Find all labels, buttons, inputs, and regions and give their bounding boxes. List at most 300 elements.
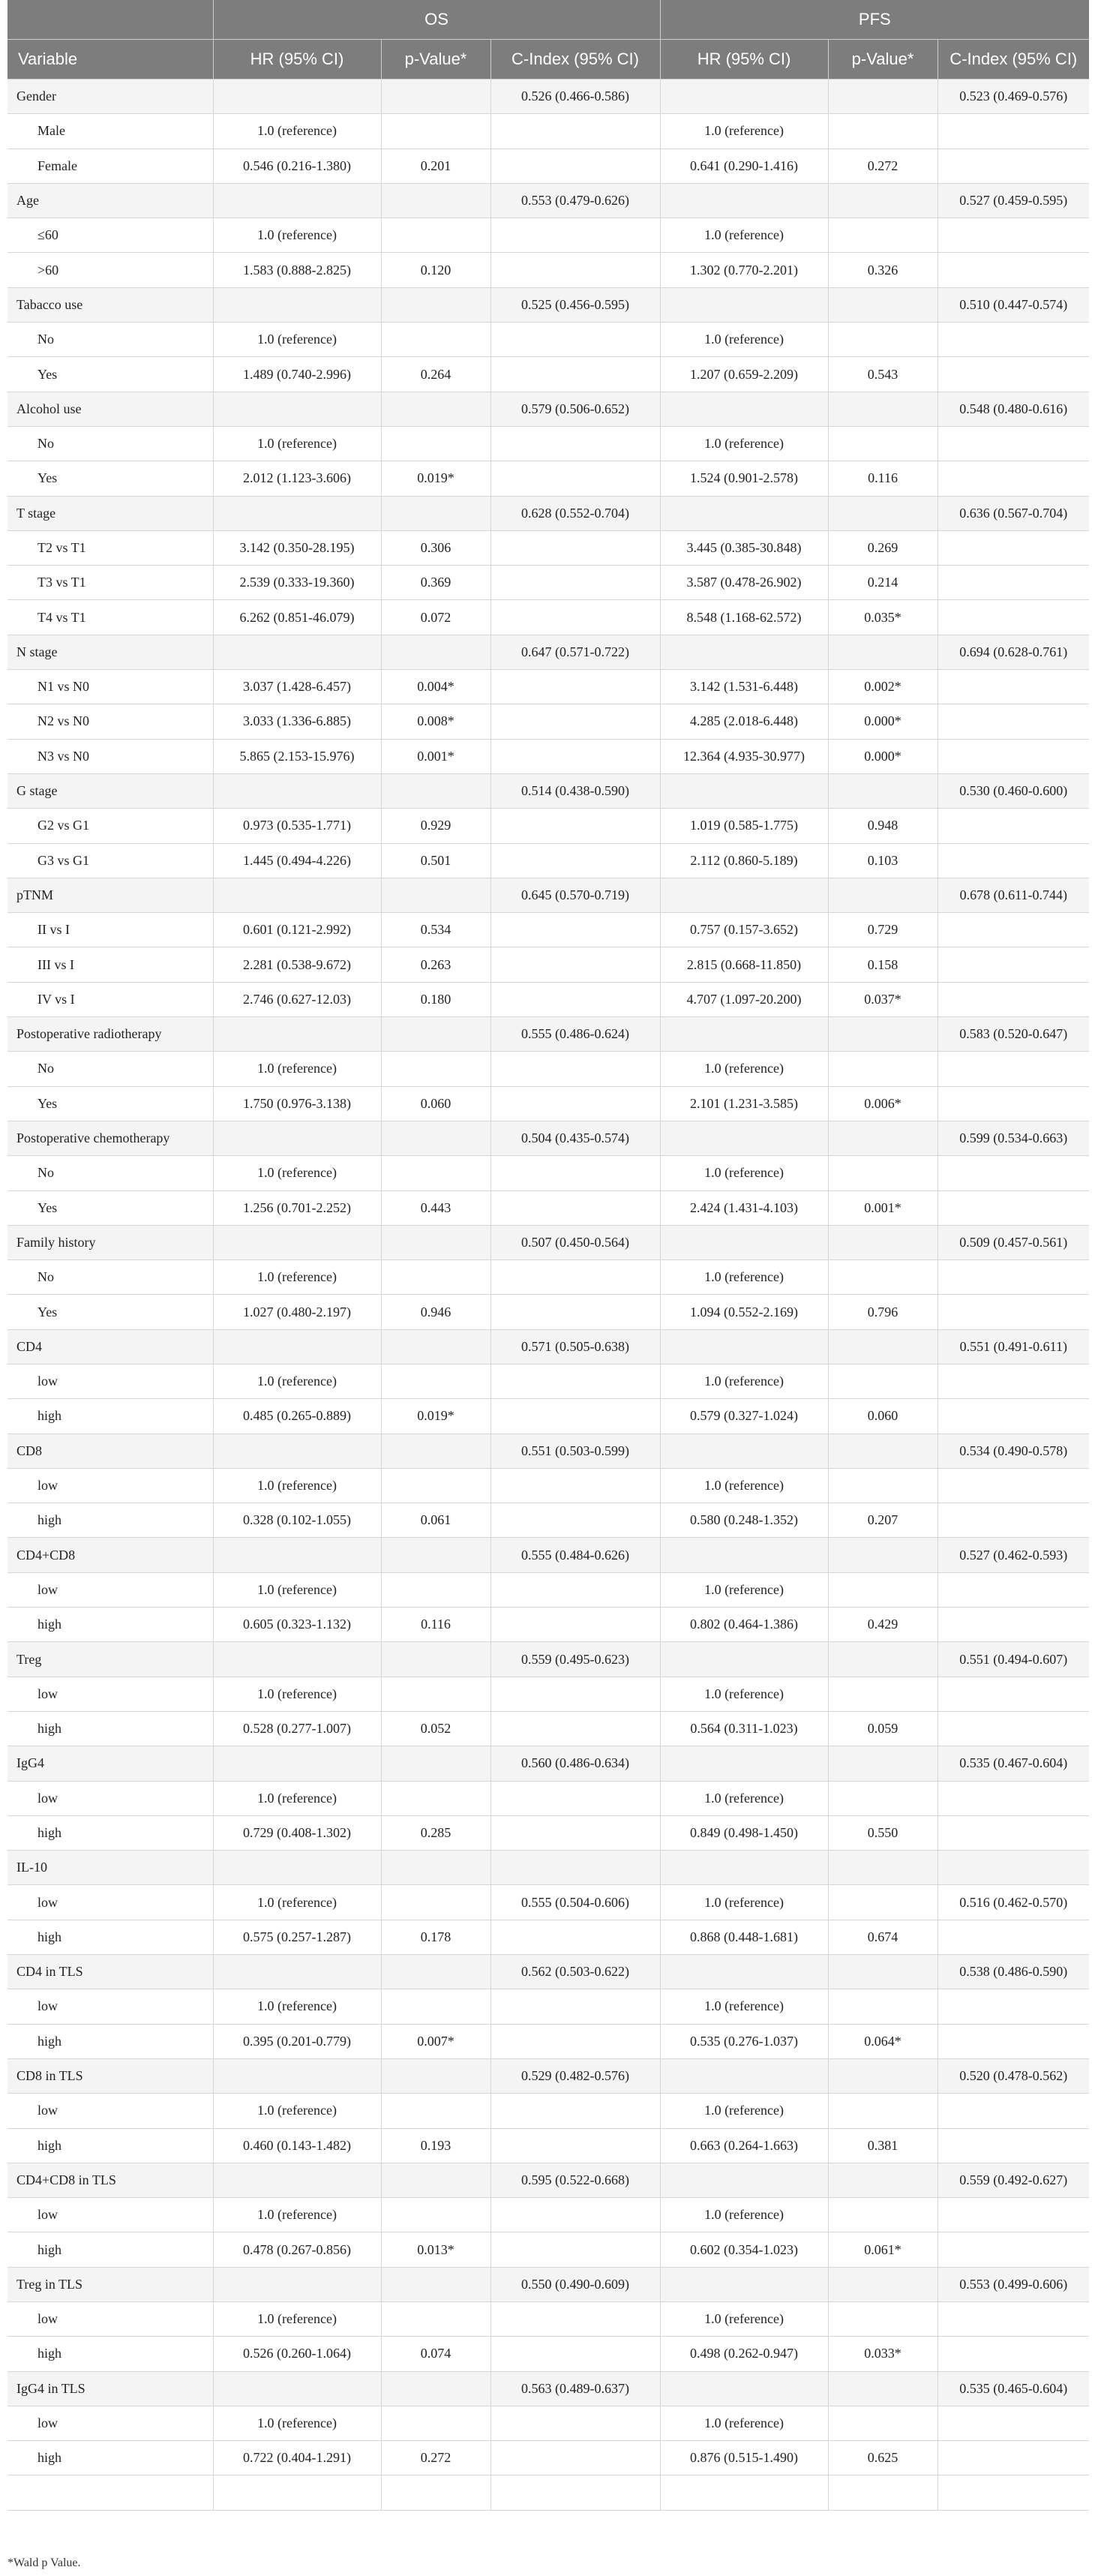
header-group-row [8, 0, 1089, 40]
os-hr-cell [213, 635, 381, 669]
os-cindex-cell [490, 1608, 660, 1642]
os-hr-cell: 3.142 (0.350-28.195) [213, 530, 381, 565]
variable-cell: low [8, 1572, 213, 1607]
pfs-cindex-cell [938, 2024, 1089, 2058]
os-pvalue-cell [381, 114, 490, 149]
pfs-pvalue-cell [828, 1364, 938, 1398]
os-hr-cell [213, 1851, 381, 1885]
pfs-pvalue-cell: 0.729 [828, 913, 938, 947]
pfs-cindex-cell [938, 809, 1089, 843]
os-cindex-cell [490, 1190, 660, 1225]
pfs-pvalue-cell [828, 1955, 938, 1989]
pfs-pvalue-cell [828, 1746, 938, 1781]
pfs-hr-cell [660, 1746, 828, 1781]
pfs-hr-cell [660, 2371, 828, 2406]
pfs-hr-cell: 0.641 (0.290-1.416) [660, 149, 828, 183]
os-cindex-cell [490, 2406, 660, 2440]
os-cindex-cell: 0.579 (0.506-0.652) [490, 392, 660, 426]
footnote: *Wald p Value. [8, 2556, 81, 2569]
pfs-hr-cell: 2.101 (1.231-3.585) [660, 1086, 828, 1121]
os-pvalue-cell: 0.019* [381, 1399, 490, 1434]
pfs-hr-cell: 0.868 (0.448-1.681) [660, 1920, 828, 1954]
table-row [8, 2198, 1089, 2232]
table-group-row [8, 1017, 1089, 1052]
os-hr-cell [213, 1121, 381, 1155]
os-cindex-cell: 0.560 (0.486-0.634) [490, 1746, 660, 1781]
pfs-pvalue-cell [828, 2371, 938, 2406]
pfs-cindex-cell [938, 2441, 1089, 2475]
pfs-pvalue-cell: 0.429 [828, 1608, 938, 1642]
os-hr-cell: 2.539 (0.333-19.360) [213, 566, 381, 600]
variable-cell: Yes [8, 1086, 213, 1121]
pfs-pvalue-cell: 0.207 [828, 1503, 938, 1538]
pfs-cindex-cell [938, 1156, 1089, 1190]
pfs-hr-cell [660, 1642, 828, 1677]
os-pvalue-cell: 0.369 [381, 566, 490, 600]
os-cindex-cell [490, 323, 660, 357]
pfs-hr-cell [660, 1225, 828, 1259]
pfs-hr-cell: 1.0 (reference) [660, 2094, 828, 2128]
table-group-row [8, 1329, 1089, 1364]
table-group-row [8, 773, 1089, 808]
os-hr-cell: 1.027 (0.480-2.197) [213, 1295, 381, 1329]
os-cindex-cell [490, 1364, 660, 1398]
pfs-pvalue-cell [828, 1434, 938, 1468]
table-row [8, 1989, 1089, 2024]
pfs-hr-cell: 1.0 (reference) [660, 1885, 828, 1920]
table-row [8, 1052, 1089, 1086]
os-pvalue-cell [381, 1851, 490, 1885]
pfs-cindex-cell [938, 1711, 1089, 1746]
variable-cell: IL-10 [8, 1851, 213, 1885]
pfs-pvalue-cell [828, 2302, 938, 2337]
pfs-hr-cell: 4.707 (1.097-20.200) [660, 982, 828, 1016]
pfs-pvalue-cell [828, 2267, 938, 2301]
pfs-hr-cell: 4.285 (2.018-6.448) [660, 704, 828, 739]
pfs-hr-cell: 0.535 (0.276-1.037) [660, 2024, 828, 2058]
pfs-hr-cell [660, 392, 828, 426]
os-hr-cell: 0.575 (0.257-1.287) [213, 1920, 381, 1954]
pfs-cindex-cell [938, 913, 1089, 947]
os-cindex-cell: 0.559 (0.495-0.623) [490, 1642, 660, 1677]
pfs-hr-cell: 2.424 (1.431-4.103) [660, 1190, 828, 1225]
pfs-pvalue-cell [828, 426, 938, 461]
table-group-row [8, 1851, 1089, 1885]
os-pvalue-cell: 0.007* [381, 2024, 490, 2058]
pfs-hr-cell: 0.876 (0.515-1.490) [660, 2441, 828, 2475]
os-cindex-cell [490, 670, 660, 704]
pfs-pvalue-cell [828, 1885, 938, 1920]
pfs-cindex-cell: 0.678 (0.611-0.744) [938, 878, 1089, 912]
os-hr-cell: 1.0 (reference) [213, 1572, 381, 1607]
os-hr-cell [213, 1746, 381, 1781]
os-hr-cell: 1.445 (0.494-4.226) [213, 843, 381, 878]
variable-cell: high [8, 1399, 213, 1434]
pfs-cindex-cell [938, 1677, 1089, 1711]
table-group-row [8, 878, 1089, 912]
pfs-hr-cell: 12.364 (4.935-30.977) [660, 739, 828, 773]
pfs-hr-cell: 0.498 (0.262-0.947) [660, 2337, 828, 2371]
os-cindex-cell [490, 982, 660, 1016]
os-pvalue-cell: 0.443 [381, 1190, 490, 1225]
pfs-hr-cell: 0.802 (0.464-1.386) [660, 1608, 828, 1642]
os-hr-cell: 1.0 (reference) [213, 1885, 381, 1920]
table-row [8, 1608, 1089, 1642]
pfs-cindex-cell [938, 2475, 1089, 2510]
os-cindex-cell [490, 739, 660, 773]
os-pvalue-cell: 0.052 [381, 1711, 490, 1746]
os-cindex-cell [490, 1781, 660, 1815]
table-row [8, 566, 1089, 600]
table-row [8, 1086, 1089, 1121]
table-group-row [8, 1642, 1089, 1677]
os-pvalue-cell: 0.929 [381, 809, 490, 843]
os-cindex-cell [490, 1156, 660, 1190]
os-pvalue-cell [381, 635, 490, 669]
variable-cell: high [8, 2441, 213, 2475]
table-row [8, 1468, 1089, 1503]
pfs-hr-cell: 1.0 (reference) [660, 1052, 828, 1086]
os-hr-cell: 0.478 (0.267-0.856) [213, 2232, 381, 2267]
table-row [8, 843, 1089, 878]
table-row [8, 1295, 1089, 1329]
table-group-row [8, 1538, 1089, 1572]
os-pvalue-cell [381, 1677, 490, 1711]
variable-cell: low [8, 1468, 213, 1503]
os-cindex-cell: 0.595 (0.522-0.668) [490, 2163, 660, 2197]
variable-cell: No [8, 1156, 213, 1190]
variable-cell: IgG4 in TLS [8, 2371, 213, 2406]
os-hr-cell: 0.328 (0.102-1.055) [213, 1503, 381, 1538]
table-group-row [8, 2163, 1089, 2197]
pfs-cindex-cell [938, 2198, 1089, 2232]
variable-cell: N2 vs N0 [8, 704, 213, 739]
os-hr-cell: 0.973 (0.535-1.771) [213, 809, 381, 843]
os-hr-cell: 1.0 (reference) [213, 2198, 381, 2232]
pfs-hr-cell [660, 878, 828, 912]
pfs-hr-cell [660, 2058, 828, 2093]
table-row [8, 1781, 1089, 1815]
os-cindex-cell: 0.628 (0.552-0.704) [490, 496, 660, 530]
os-hr-cell: 2.746 (0.627-12.03) [213, 982, 381, 1016]
os-hr-cell [213, 2058, 381, 2093]
os-pvalue-cell [381, 2058, 490, 2093]
table-row [8, 323, 1089, 357]
os-cindex-cell [490, 1052, 660, 1086]
table-row [8, 1815, 1089, 1850]
os-cindex-cell: 0.555 (0.484-0.626) [490, 1538, 660, 1572]
pfs-hr-cell: 1.0 (reference) [660, 323, 828, 357]
pfs-cindex-cell: 0.551 (0.491-0.611) [938, 1329, 1089, 1364]
pfs-pvalue-cell [828, 2475, 938, 2510]
os-pvalue-cell: 0.001* [381, 739, 490, 773]
pfs-pvalue-cell: 0.033* [828, 2337, 938, 2371]
os-pvalue-cell: 0.116 [381, 1608, 490, 1642]
pfs-hr-cell: 1.0 (reference) [660, 426, 828, 461]
pfs-pvalue-cell [828, 496, 938, 530]
os-hr-cell [213, 1329, 381, 1364]
survival-analysis-table [8, 0, 1089, 2511]
table-row [8, 149, 1089, 183]
os-pvalue-cell: 0.193 [381, 2128, 490, 2163]
table-group-row [8, 635, 1089, 669]
pfs-pvalue-cell: 0.103 [828, 843, 938, 878]
pfs-hr-cell: 1.0 (reference) [660, 1156, 828, 1190]
pfs-hr-cell: 1.0 (reference) [660, 1572, 828, 1607]
os-pvalue-cell: 0.272 [381, 2441, 490, 2475]
os-pvalue-cell [381, 1364, 490, 1398]
os-hr-cell: 1.0 (reference) [213, 1364, 381, 1398]
os-cindex-cell: 0.555 (0.504-0.606) [490, 1885, 660, 1920]
header-pfs-cindex: C-Index (95% CI) [938, 40, 1089, 80]
variable-cell: Gender [8, 80, 213, 114]
variable-cell: pTNM [8, 878, 213, 912]
os-hr-cell [213, 496, 381, 530]
table-row [8, 114, 1089, 149]
pfs-cindex-cell [938, 461, 1089, 496]
os-pvalue-cell [381, 2198, 490, 2232]
pfs-cindex-cell: 0.538 (0.486-0.590) [938, 1955, 1089, 1989]
table-row [8, 426, 1089, 461]
os-hr-cell: 1.0 (reference) [213, 2406, 381, 2440]
os-cindex-cell: 0.551 (0.503-0.599) [490, 1434, 660, 1468]
variable-cell: high [8, 1503, 213, 1538]
os-pvalue-cell [381, 1781, 490, 1815]
pfs-hr-cell: 1.0 (reference) [660, 114, 828, 149]
pfs-pvalue-cell: 0.381 [828, 2128, 938, 2163]
pfs-hr-cell [660, 496, 828, 530]
os-hr-cell: 2.281 (0.538-9.672) [213, 947, 381, 982]
pfs-hr-cell: 1.0 (reference) [660, 1989, 828, 2024]
variable-cell: CD4+CD8 [8, 1538, 213, 1572]
variable-cell: Postoperative chemotherapy [8, 1121, 213, 1155]
pfs-pvalue-cell [828, 1677, 938, 1711]
os-hr-cell [213, 1017, 381, 1052]
table-group-row [8, 2058, 1089, 2093]
os-cindex-cell [490, 1815, 660, 1850]
pfs-hr-cell [660, 1538, 828, 1572]
pfs-pvalue-cell [828, 392, 938, 426]
pfs-hr-cell: 3.142 (1.531-6.448) [660, 670, 828, 704]
os-hr-cell [213, 1434, 381, 1468]
variable-cell: CD4 [8, 1329, 213, 1364]
os-pvalue-cell [381, 1260, 490, 1295]
os-hr-cell: 0.395 (0.201-0.779) [213, 2024, 381, 2058]
os-cindex-cell: 0.562 (0.503-0.622) [490, 1955, 660, 1989]
os-cindex-cell [490, 426, 660, 461]
pfs-pvalue-cell: 0.214 [828, 566, 938, 600]
os-cindex-cell [490, 1468, 660, 1503]
pfs-pvalue-cell [828, 1329, 938, 1364]
os-cindex-cell [490, 843, 660, 878]
variable-cell: low [8, 2198, 213, 2232]
os-cindex-cell [490, 2475, 660, 2510]
pfs-pvalue-cell: 0.001* [828, 1190, 938, 1225]
pfs-cindex-cell [938, 1364, 1089, 1398]
os-cindex-cell [490, 2128, 660, 2163]
pfs-cindex-cell: 0.527 (0.462-0.593) [938, 1538, 1089, 1572]
table-row [8, 1399, 1089, 1434]
os-pvalue-cell [381, 2094, 490, 2128]
table-header [8, 0, 1089, 80]
os-cindex-cell [490, 218, 660, 253]
pfs-hr-cell: 0.663 (0.264-1.663) [660, 2128, 828, 2163]
os-cindex-cell [490, 114, 660, 149]
table-group-row [8, 496, 1089, 530]
os-cindex-cell [490, 1920, 660, 1954]
pfs-cindex-cell: 0.535 (0.467-0.604) [938, 1746, 1089, 1781]
variable-cell: high [8, 1608, 213, 1642]
pfs-cindex-cell: 0.509 (0.457-0.561) [938, 1225, 1089, 1259]
header-column-row [8, 40, 1089, 80]
os-cindex-cell [490, 461, 660, 496]
os-hr-cell: 1.256 (0.701-2.252) [213, 1190, 381, 1225]
variable-cell: II vs I [8, 913, 213, 947]
table-row [8, 2128, 1089, 2163]
pfs-cindex-cell [938, 1920, 1089, 1954]
variable-cell: G3 vs G1 [8, 843, 213, 878]
pfs-pvalue-cell: 0.269 [828, 530, 938, 565]
pfs-pvalue-cell: 0.037* [828, 982, 938, 1016]
pfs-pvalue-cell [828, 1468, 938, 1503]
os-hr-cell [213, 2267, 381, 2301]
pfs-hr-cell [660, 2475, 828, 2510]
table-row [8, 1885, 1089, 1920]
pfs-hr-cell [660, 1955, 828, 1989]
variable-cell: T stage [8, 496, 213, 530]
pfs-pvalue-cell [828, 878, 938, 912]
pfs-pvalue-cell: 0.158 [828, 947, 938, 982]
os-hr-cell: 0.605 (0.323-1.132) [213, 1608, 381, 1642]
table-group-row [8, 1434, 1089, 1468]
pfs-cindex-cell: 0.530 (0.460-0.600) [938, 773, 1089, 808]
variable-cell: low [8, 1364, 213, 1398]
pfs-hr-cell: 1.302 (0.770-2.201) [660, 253, 828, 287]
table-group-row [8, 2371, 1089, 2406]
pfs-pvalue-cell [828, 323, 938, 357]
pfs-hr-cell: 0.579 (0.327-1.024) [660, 1399, 828, 1434]
pfs-cindex-cell [938, 1608, 1089, 1642]
pfs-hr-cell [660, 1434, 828, 1468]
pfs-hr-cell: 1.0 (reference) [660, 1364, 828, 1398]
os-cindex-cell [490, 809, 660, 843]
pfs-pvalue-cell: 0.000* [828, 704, 938, 739]
os-pvalue-cell [381, 1989, 490, 2024]
variable-cell: No [8, 323, 213, 357]
pfs-cindex-cell [938, 2094, 1089, 2128]
os-pvalue-cell [381, 1955, 490, 1989]
pfs-pvalue-cell [828, 2094, 938, 2128]
pfs-cindex-cell: 0.583 (0.520-0.647) [938, 1017, 1089, 1052]
pfs-hr-cell: 0.757 (0.157-3.652) [660, 913, 828, 947]
os-hr-cell: 2.012 (1.123-3.606) [213, 461, 381, 496]
os-pvalue-cell [381, 1885, 490, 1920]
header-group-os: OS [213, 0, 660, 40]
variable-cell: CD4 in TLS [8, 1955, 213, 1989]
pfs-cindex-cell [938, 323, 1089, 357]
table-group-row [8, 1746, 1089, 1781]
os-pvalue-cell: 0.534 [381, 913, 490, 947]
os-pvalue-cell [381, 1746, 490, 1781]
pfs-cindex-cell [938, 218, 1089, 253]
pfs-cindex-cell: 0.551 (0.494-0.607) [938, 1642, 1089, 1677]
pfs-pvalue-cell: 0.272 [828, 149, 938, 183]
table-row [8, 2302, 1089, 2337]
os-cindex-cell [490, 1503, 660, 1538]
os-hr-cell: 1.0 (reference) [213, 1989, 381, 2024]
os-cindex-cell [490, 1989, 660, 2024]
variable-cell: low [8, 2302, 213, 2337]
pfs-cindex-cell [938, 843, 1089, 878]
os-cindex-cell [490, 2198, 660, 2232]
pfs-pvalue-cell [828, 1989, 938, 2024]
os-pvalue-cell: 0.074 [381, 2337, 490, 2371]
os-pvalue-cell [381, 2406, 490, 2440]
os-cindex-cell: 0.555 (0.486-0.624) [490, 1017, 660, 1052]
os-pvalue-cell: 0.019* [381, 461, 490, 496]
variable-cell: Treg [8, 1642, 213, 1677]
table-row [8, 1190, 1089, 1225]
table-row [8, 2406, 1089, 2440]
table-row [8, 1677, 1089, 1711]
os-pvalue-cell: 0.285 [381, 1815, 490, 1850]
pfs-cindex-cell [938, 1468, 1089, 1503]
os-cindex-cell: 0.571 (0.505-0.638) [490, 1329, 660, 1364]
pfs-cindex-cell [938, 2128, 1089, 2163]
os-pvalue-cell [381, 426, 490, 461]
os-hr-cell [213, 287, 381, 322]
pfs-pvalue-cell [828, 1538, 938, 1572]
header-os-hr: HR (95% CI) [213, 40, 381, 80]
os-cindex-cell [490, 1086, 660, 1121]
variable-cell: Male [8, 114, 213, 149]
pfs-cindex-cell [938, 253, 1089, 287]
table-group-row [8, 1955, 1089, 1989]
pfs-hr-cell: 3.587 (0.478-26.902) [660, 566, 828, 600]
variable-cell: Treg in TLS [8, 2267, 213, 2301]
os-pvalue-cell [381, 1538, 490, 1572]
pfs-cindex-cell [938, 1399, 1089, 1434]
pfs-cindex-cell [938, 114, 1089, 149]
os-hr-cell [213, 1955, 381, 1989]
pfs-hr-cell: 1.207 (0.659-2.209) [660, 357, 828, 392]
header-pfs-pvalue: p-Value* [828, 40, 938, 80]
variable-cell [8, 2475, 213, 2510]
pfs-cindex-cell [938, 947, 1089, 982]
os-cindex-cell: 0.526 (0.466-0.586) [490, 80, 660, 114]
header-os-cindex: C-Index (95% CI) [490, 40, 660, 80]
os-cindex-cell [490, 566, 660, 600]
table-row [8, 670, 1089, 704]
os-hr-cell: 1.0 (reference) [213, 1468, 381, 1503]
variable-cell: T3 vs T1 [8, 566, 213, 600]
os-hr-cell: 1.489 (0.740-2.996) [213, 357, 381, 392]
os-hr-cell: 1.750 (0.976-3.138) [213, 1086, 381, 1121]
header-group-pfs: PFS [660, 0, 1089, 40]
variable-cell: N stage [8, 635, 213, 669]
os-pvalue-cell: 0.946 [381, 1295, 490, 1329]
table-row [8, 1503, 1089, 1538]
pfs-hr-cell [660, 80, 828, 114]
table-row [8, 2475, 1089, 2510]
os-hr-cell [213, 2163, 381, 2197]
os-cindex-cell [490, 2094, 660, 2128]
pfs-cindex-cell: 0.548 (0.480-0.616) [938, 392, 1089, 426]
pfs-pvalue-cell [828, 2198, 938, 2232]
variable-cell: Yes [8, 461, 213, 496]
os-cindex-cell [490, 913, 660, 947]
pfs-hr-cell [660, 773, 828, 808]
